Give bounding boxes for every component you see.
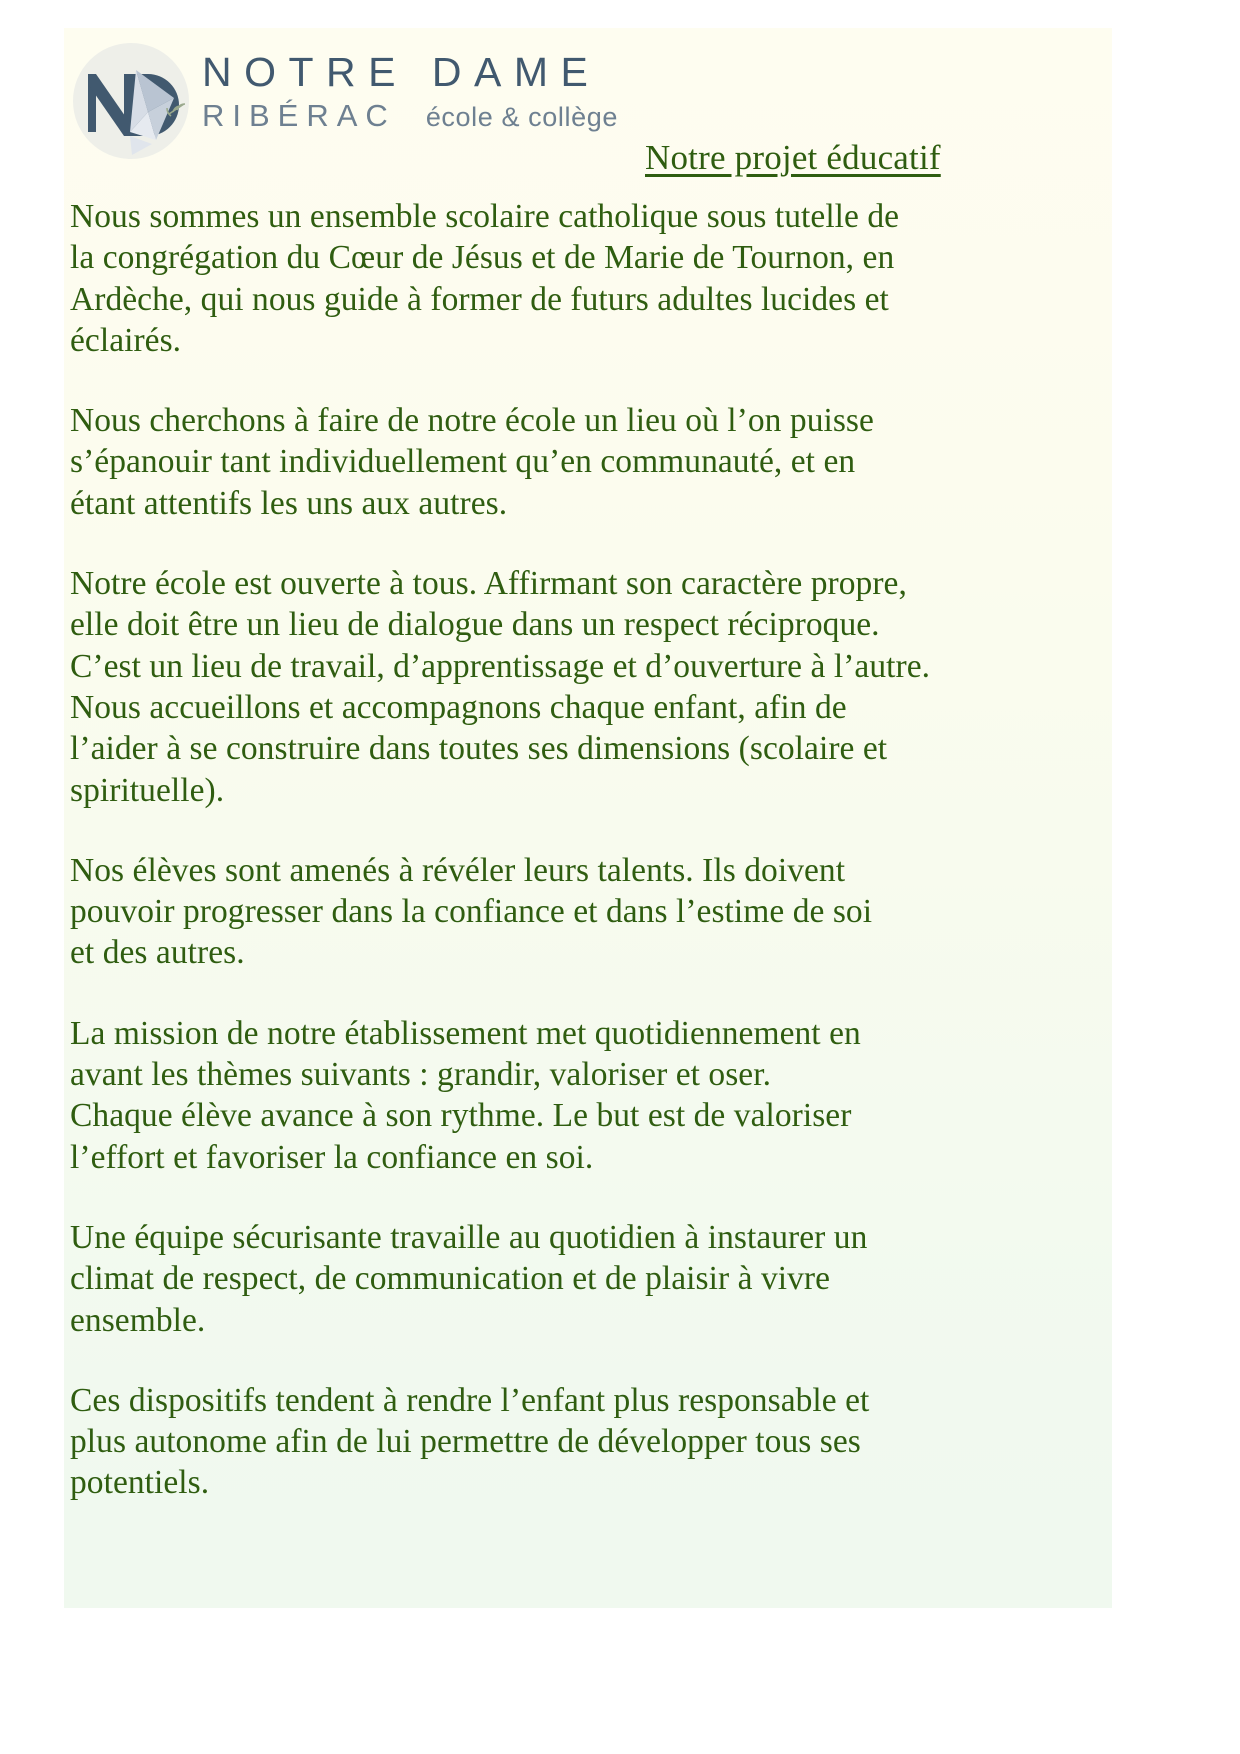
paragraph-1 [70,196,1070,361]
text-line: climat de respect, de communication et de plaisir à vivre [70,1260,831,1298]
text-line: elle doit être un lieu de dialogue dans un respect réciproque. [70,606,880,644]
school-logo [70,38,618,168]
page-title: Notre projet éducatif [645,138,941,177]
text-line: ensemble. [70,1301,206,1339]
text-line: Chaque élève avance à son rythme. Le but est de valoriser [70,1097,852,1135]
text-line: éclairés. [70,321,182,359]
text-line: avant les thèmes suivants : grandir, valoriser et oser. [70,1056,771,1094]
text-line: potentiels. [70,1464,210,1502]
text-line: Notre école est ouverte à tous. Affirmant son caractère propre, [70,565,907,603]
text-line: l’aider à se construire dans toutes ses dimensions (scolaire et [70,730,888,768]
text-line: plus autonome afin de lui permettre de développer tous ses [70,1423,861,1461]
document-header [70,38,1170,168]
text-line: la congrégation du Cœur de Jésus et de Marie de Tournon, en [70,239,895,277]
text-line: spirituelle). [70,771,225,809]
paragraph-2 [70,400,1070,524]
text-line: La mission de notre établissement met quotidiennement en [70,1014,861,1052]
paragraph-7 [70,1380,1070,1504]
text-line: C’est un lieu de travail, d’apprentissage et d’ouverture à l’autre. [70,647,931,685]
text-line: Une équipe sécurisante travaille au quotidien à instaurer un [70,1218,868,1256]
text-line: l’effort et favoriser la confiance en soi. [70,1138,594,1176]
text-line: Nous sommes un ensemble scolaire catholique sous tutelle de [70,198,900,235]
text-line: Ardèche, qui nous guide à former de futurs adultes lucides et [70,280,889,318]
logo-secondary-line [202,98,618,133]
text-line: Nous accueillons et accompagnons chaque enfant, afin de [70,688,847,726]
text-line: Nous cherchons à faire de notre école un lieu où l’on puisse [70,402,874,440]
paragraph-3 [70,563,1070,811]
logo-school-name: NOTRE DAME [202,49,601,95]
paragraph-6 [70,1217,1070,1341]
logo-city: RIBÉRAC [202,98,396,133]
text-line: Nos élèves sont amenés à révéler leurs talents. Ils doivent [70,851,846,889]
text-line: pouvoir progresser dans la confiance et dans l’estime de soi [70,893,873,931]
paragraph-5 [70,1013,1070,1178]
text-line: Ces dispositifs tendent à rendre l’enfant plus responsable et [70,1381,870,1419]
document-body [70,196,1070,1504]
text-line: s’épanouir tant individuellement qu’en communauté, et en [70,443,856,481]
paragraph-4 [70,850,1070,974]
nd-monogram-icon [70,40,192,162]
logo-tagline: école & collège [425,102,618,132]
logo-wordmark [202,49,618,133]
text-line: étant attentifs les uns aux autres. [70,484,508,522]
text-line: et des autres. [70,934,245,972]
